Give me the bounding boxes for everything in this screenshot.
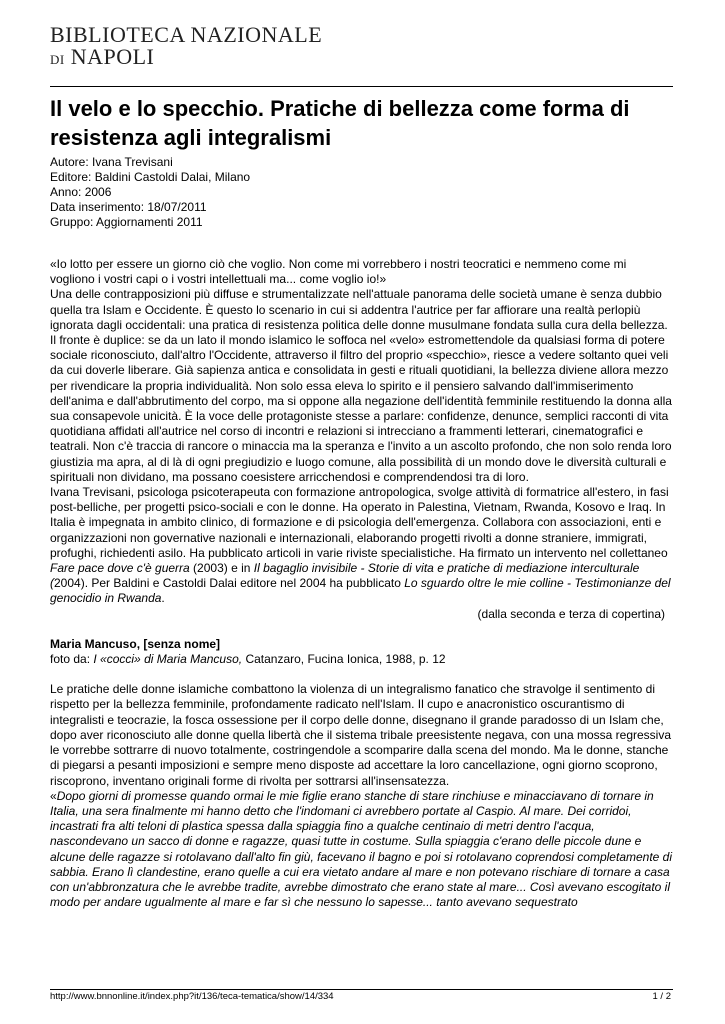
article-metadata: [50, 155, 673, 230]
meta-publisher: Editore: Baldini Castoldi Dalai, Milano: [50, 170, 251, 184]
testimony-paragraph: [50, 789, 673, 911]
bio-text-3: 2004). Per Baldini e Castoldi Dalai editore nel 2004 ha pubblicato: [54, 576, 405, 591]
bio-title-1: Fare pace dove c'è guerra: [50, 561, 190, 576]
photo-credit-prefix: foto da:: [50, 652, 94, 667]
description-paragraph: Una delle contrapposizioni più diffuse e strumentalizzate nell'attuale panorama delle società umane è senza dubbio quella tra Islam e Occidente. È questo lo scenario in cui si addentra l'autrice per far affiorare una realtà perlopiù ignorata dagli occidentali: una pratica di resistenza politica delle donne musulmane fondata sulla cura della bellezza. Il fronte è duplice: se da un lato il mondo islamico le soffoca nel «velo» estromettendole da qualsiasi forma di potere sociale riconosciuto, dall'altro l'Occidente, attraverso il filtro del proprio «specchio», riesce a vedere soltanto quei veli da cui doverle liberare. Già sapienza antica e consolidata in gesti e rituali quotidiani, la bellezza diviene allora mezzo per rivendicare la propria individualità. Non solo essa eleva lo spirito e il pensiero salvando dall'immiserimento dell'anima e dall'abbrutimento del corpo, ma si oppone alla negazione dell'identità femminile restituendo la donna alla sua consapevole unicità. È la voce delle protagoniste stesse a parlare: confidenze, denunce, semplici racconti di vita quotidiana affidati all'autrice nel corso di incontri e relazioni si intrecciano a frammenti letterari, cinematografici e teatrali. Non c'è traccia di rancore o minaccia ma la speranza e l'invito a un ascolto profondo, che non solo renda loro giustizia ma apra, al di là di ogni pregiudizio e luogo comune, alla possibilità di un mondo dove le diversità culturali e spirituali non dividano, ma possano coesistere arricchendosi e comprendendosi tra di loro.: [50, 287, 672, 484]
source-note: (dalla seconda e terza di copertina): [477, 606, 665, 621]
bio-text-4: .: [161, 591, 165, 606]
meta-group: Gruppo: Aggiornamenti 2011: [50, 215, 203, 229]
meta-author: Autore: Ivana Trevisani: [50, 155, 173, 169]
header-divider: [50, 86, 673, 87]
photo-credit: [50, 652, 673, 667]
meta-year: Anno: 2006: [50, 185, 112, 199]
epigraph: «Io lotto per essere un giorno ciò che voglio. Non come mi vorrebbero i nostri teocratici e nemmeno come mi vogliono i vostri capi o i vostri intellettuali ma... come voglio io!»: [50, 257, 627, 287]
bio-title-2: Il bagaglio invisibile - Storie di vita e pratiche di mediazione interculturale (: [50, 561, 640, 591]
article-body: [50, 257, 673, 910]
logo-line1: BIBLIOTECA NAZIONALE: [50, 22, 323, 47]
footer-url: http://www.bnnonline.it/index.php?it/136/teca-tematica/show/14/334: [50, 991, 334, 1002]
main-content: [50, 94, 673, 910]
page-footer: [50, 989, 673, 1002]
bio-title-3: Lo sguardo oltre le mie colline - Testimonianze del genocidio in Rwanda: [50, 576, 671, 606]
section-heading: [50, 637, 673, 652]
page-title: Il velo e lo specchio. Pratiche di bellezza come forma di resistenza agli integralismi: [50, 96, 630, 150]
photo-credit-suffix: Catanzaro, Fucina Ionica, 1988, p. 12: [242, 652, 446, 667]
library-logo: [50, 24, 322, 71]
testimony-text: Dopo giorni di promesse quando ormai le mie figlie erano stanche di stare rinchiuse e minacciavano di tornare in Italia, una sera finalmente mi hanno detto che l'indomani ci avrebbero portate al Caspio. Al mare. Dei corridoi, incastrati fra alti teloni di plastica spessa dalla spiaggia fino a qualche centinaio di metri dentro l'acqua, nascondevano un sacco di donne e ragazze, quasi tutte in costume. Sulla spiaggia c'erano delle piccole dune e alcune delle ragazze si rotolavano dall'alto fin giù, facevano il bagno e poi si rotolavano coprendosi completamente di sabbia. Erano lì clandestine, erano quelle a cui era vietato andare al mare e non potevano rischiare di tornare a casa con un'abbronzatura che le avrebbe tradite, avrebbe dimostrato che erano state al mare... Così avevano escogitato il modo per andare ugualmente al mare e far sì che nessuno lo sapesse... tanto avevano sequestrato: [50, 788, 673, 910]
meta-inserted: Data inserimento: 18/07/2011: [50, 200, 207, 214]
section-heading-text: Maria Mancuso, [senza nome]: [50, 636, 221, 651]
photo-credit-title: I «cocci» di Maria Mancuso,: [93, 652, 243, 667]
bio-text-2: (2003) e in: [189, 561, 254, 576]
author-bio-paragraph: [50, 485, 673, 607]
logo-di: DI: [50, 52, 65, 67]
logo-line2: [50, 46, 322, 71]
page-number: 1 / 2: [652, 991, 671, 1002]
logo-napoli: NAPOLI: [70, 44, 155, 69]
bio-text-1: Ivana Trevisani, psicologa psicoterapeuta con formazione antropologica, svolge attività di formatrice all'estero, in fasi post-belliche, per progetti psico-sociali e con le donne. Ha operato in Palestina, Vietnam, Rwanda, Kosovo e Iraq. In Italia è impegnata in ambito clinico, di formazione e di psicologia dell'emergenza. Collabora con associazioni, enti e organizzazioni non governative nazionali e internazionali, elaborando progetti rivolti a donne straniere, immigrati, profughi, richiedenti asilo. Ha pubblicato articoli in varie riviste specialistiche. Ha firmato un intervento nel collettaneo: [50, 485, 669, 560]
second-paragraph: Le pratiche delle donne islamiche combattono la violenza di un integralismo fanatico che stravolge il sentimento di rispetto per la bellezza femminile, profondamente radicato nell'Islam. Il cupo e anacronistico oscurantismo di integralisti e teocrazie, la fosca ossessione per il corpo delle donne, disegnano il grande paradosso di un Islam che, dopo aver riconosciuto alle donne quella libertà che il sistema tribale preesistente negava, con una mossa regressiva le vorrebbe sottrarre di nuovo totalmente, costringendole a scomparire dalla scena del mondo. Ma le donne, stanche di piegarsi a pesanti imposizioni e sempre meno disposte ad accettare la loro cancellazione, ogni giorno scoprono, riscoprono, inventano originali forme di rivolta per sottrarsi all'insensatezza.: [50, 682, 672, 788]
testimony-quote-mark: «: [50, 788, 57, 803]
